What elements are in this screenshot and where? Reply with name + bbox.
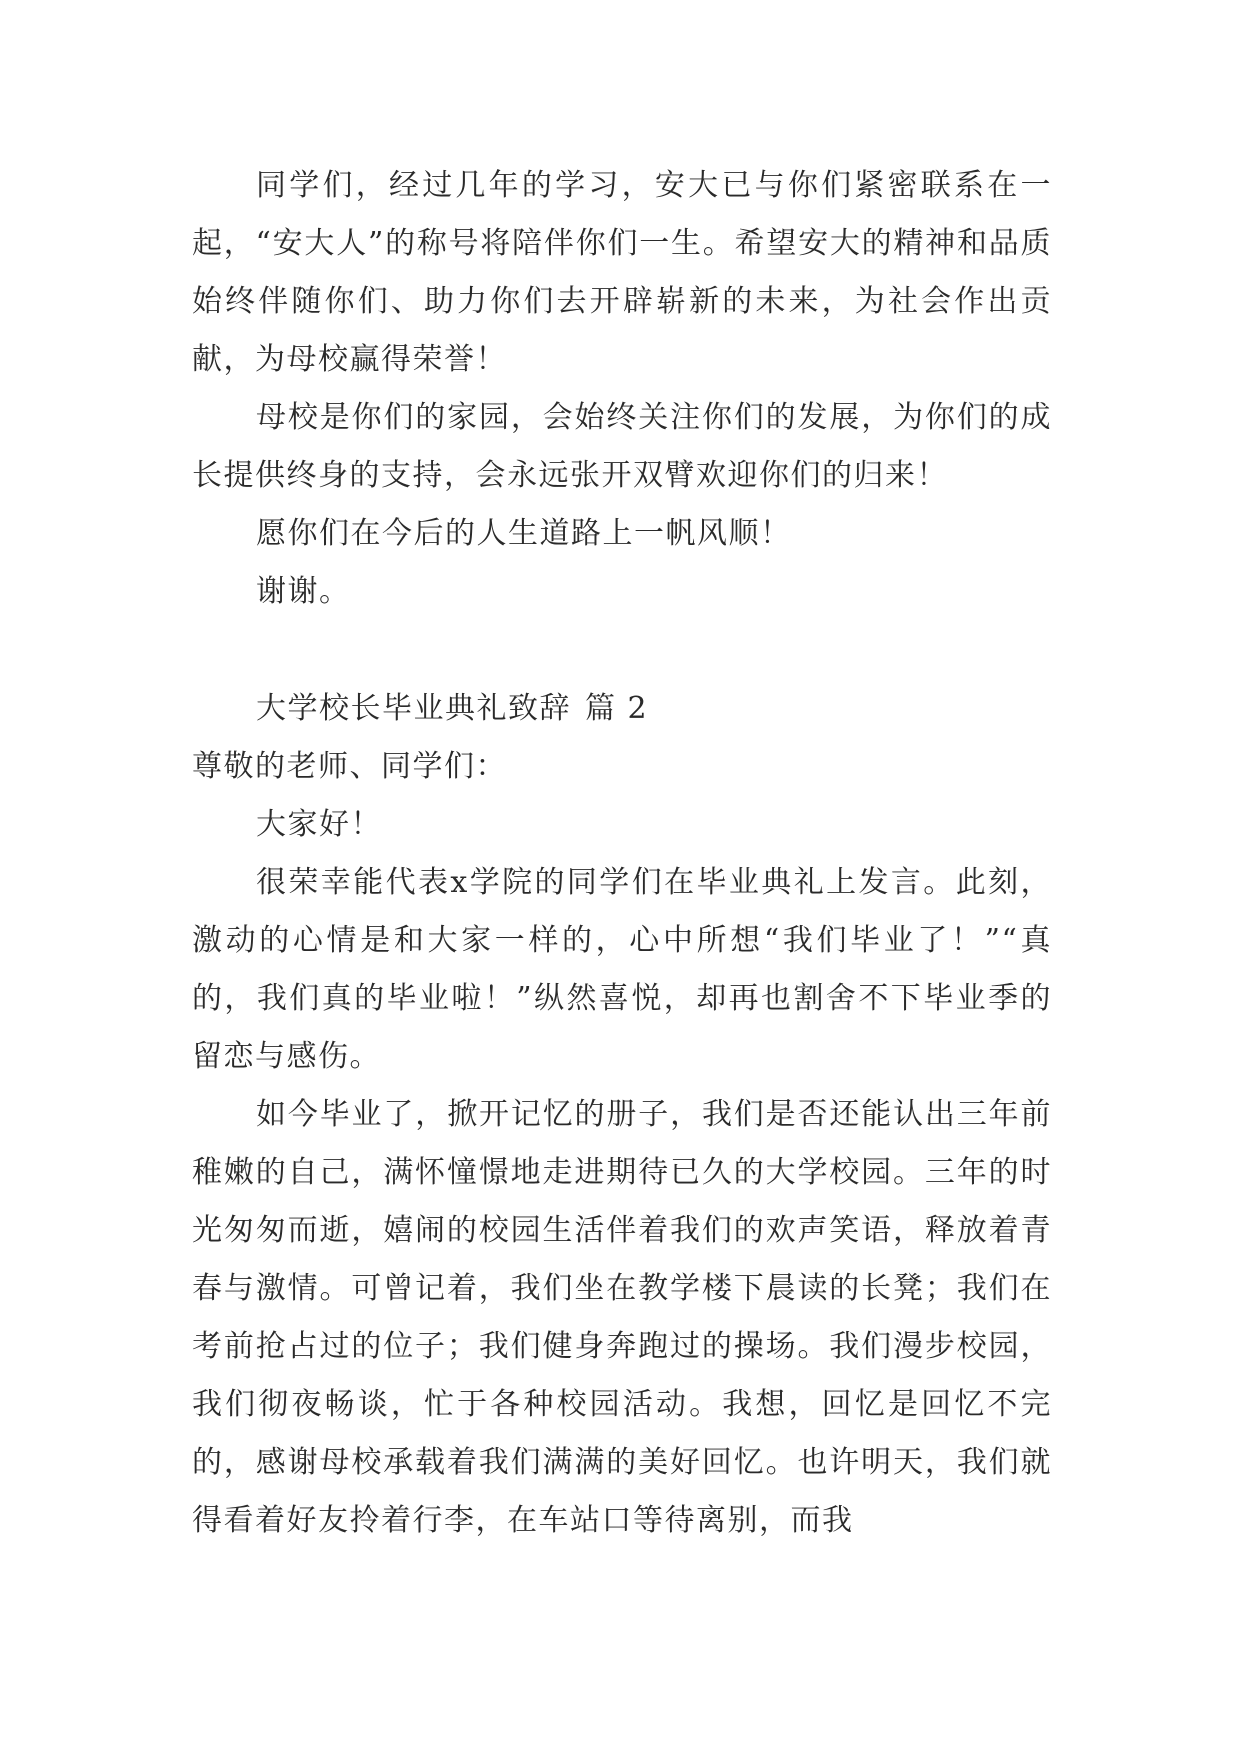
greeting: 大家好！ bbox=[256, 807, 382, 842]
paragraph: 愿你们在今后的人生道路上一帆风顺！ bbox=[256, 516, 792, 551]
section-title-text: 大学校长毕业典礼致辞 bbox=[256, 691, 571, 726]
speech-part-1 bbox=[192, 157, 1052, 621]
paragraph: 母校是你们的家园，会始终关注你们的发展，为你们的成长提供终身的支持，会永远张开双臂欢迎你们的归来！ bbox=[192, 400, 1052, 493]
paragraph: 如今毕业了，掀开记忆的册子，我们是否还能认出三年前稚嫩的自己，满怀憧憬地走进期待已久的大学校园。三年的时光匆匆而逝，嬉闹的校园生活伴着我们的欢声笑语，释放着青春与激情。可曾记着，我们坐在教学楼下晨读的长凳；我们在考前抢占过的位子；我们健身奔跑过的操场。我们漫步校园，我们彻夜畅谈，忙于各种校园活动。我想，回忆是回忆不完的，感谢母校承载着我们满满的美好回忆。也许明天，我们就得看着好友拎着行李，在车站口等待离别，而我 bbox=[192, 1097, 1052, 1538]
paragraph: 同学们，经过几年的学习，安大已与你们紧密联系在一起，“安大人”的称号将陪伴你们一生。希望安大的精神和品质始终伴随你们、助力你们去开辟崭新的未来，为社会作出贡献，为母校赢得荣誉！ bbox=[192, 168, 1052, 377]
speech-part-2 bbox=[192, 680, 1052, 1550]
paragraph: 谢谢。 bbox=[256, 574, 351, 609]
paragraph: 很荣幸能代表x学院的同学们在毕业典礼上发言。此刻，激动的心情是和大家一样的，心中所想“我们毕业了！”“真的，我们真的毕业啦！”纵然喜悦，却再也割舍不下毕业季的留恋与感伤。 bbox=[192, 865, 1052, 1074]
salutation: 尊敬的老师、同学们： bbox=[192, 749, 507, 784]
section-number: 篇 2 bbox=[585, 691, 649, 726]
section-title bbox=[192, 680, 1052, 738]
